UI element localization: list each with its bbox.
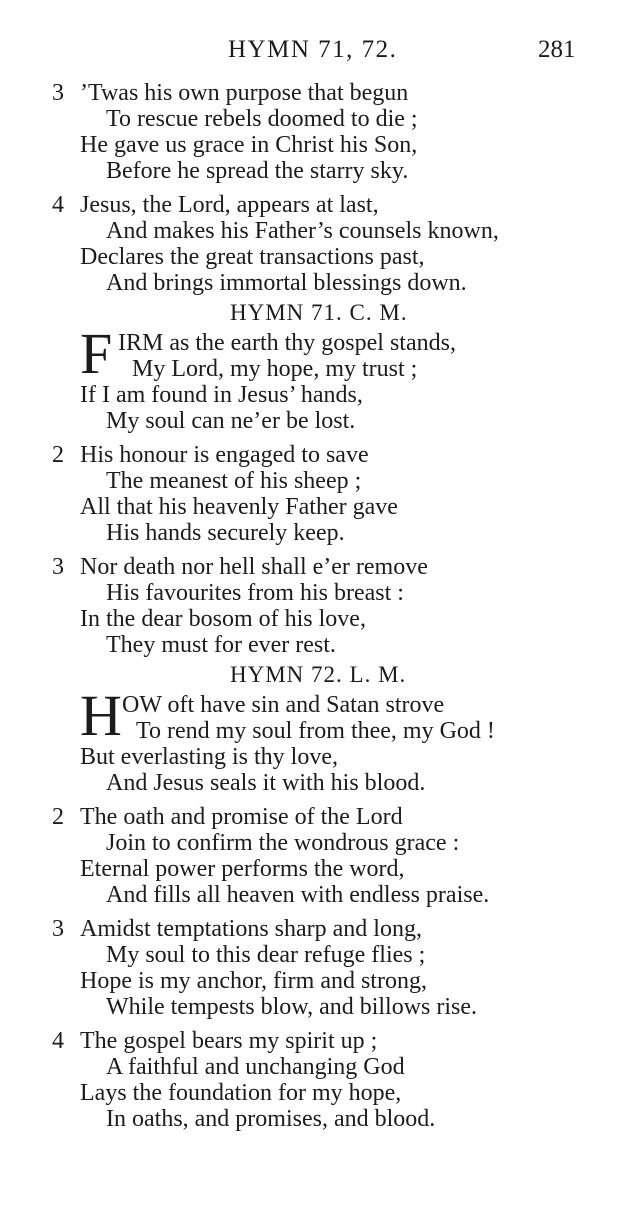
verse-line: While tempests blow, and billows rise. [106, 994, 478, 1020]
verse-line: My soul to this dear refuge flies ; [106, 942, 426, 968]
verse-line: Nor death nor hell shall e’er remove [80, 554, 428, 580]
verse-line: A faithful and unchanging God [106, 1054, 405, 1080]
verse-line: Lays the foundation for my hope, [80, 1080, 402, 1106]
verse-line: OW oft have sin and Satan strove [122, 692, 445, 718]
stanza-number: 3 [52, 554, 64, 580]
verse-line: Hope is my anchor, firm and strong, [80, 968, 427, 994]
verse-line: In oaths, and promises, and blood. [106, 1106, 436, 1132]
verse-line: And brings immortal blessings down. [106, 270, 467, 296]
hymn-72-heading: HYMN 72. L. M. [230, 662, 407, 687]
verse-line: In the dear bosom of his love, [80, 606, 366, 632]
verse-line: They must for ever rest. [106, 632, 336, 658]
verse-line: Amidst temptations sharp and long, [80, 916, 422, 942]
running-title: HYMN 71, 72. [228, 36, 398, 63]
stanza-number: 2 [52, 804, 64, 830]
verse-line: Before he spread the starry sky. [106, 158, 409, 184]
stanza-number: 3 [52, 916, 64, 942]
page-number: 281 [538, 36, 576, 63]
verse-line: Join to confirm the wondrous grace : [106, 830, 460, 856]
verse-line: And makes his Father’s counsels known, [106, 218, 499, 244]
verse-line: And Jesus seals it with his blood. [106, 770, 426, 796]
verse-line: The meanest of his sheep ; [106, 468, 362, 494]
verse-line: My Lord, my hope, my trust ; [132, 356, 418, 382]
verse-line: His hands securely keep. [106, 520, 345, 546]
verse-line: ’Twas his own purpose that begun [80, 80, 409, 106]
verse-line: The oath and promise of the Lord [80, 804, 403, 830]
verse-line: Eternal power performs the word, [80, 856, 405, 882]
verse-line: My soul can ne’er be lost. [106, 408, 356, 434]
verse-line: IRM as the earth thy gospel stands, [118, 330, 456, 356]
hymn-71-heading: HYMN 71. C. M. [230, 300, 408, 325]
verse-line: Declares the great transactions past, [80, 244, 425, 270]
stanza-number: 2 [52, 442, 64, 468]
running-head [0, 30, 640, 74]
verse-line: His favourites from his breast : [106, 580, 404, 606]
drop-cap: H [80, 683, 122, 748]
verse-line: And fills all heaven with endless praise. [106, 882, 490, 908]
verse-line: His honour is engaged to save [80, 442, 369, 468]
verse-line: The gospel bears my spirit up ; [80, 1028, 378, 1054]
verse-line: He gave us grace in Christ his Son, [80, 132, 418, 158]
stanza-number: 4 [52, 192, 64, 218]
verse-line: All that his heavenly Father gave [80, 494, 398, 520]
drop-cap: F [80, 321, 113, 386]
stanza-number: 4 [52, 1028, 64, 1054]
verse-line: Jesus, the Lord, appears at last, [80, 192, 379, 218]
verse-line: But everlasting is thy love, [80, 744, 338, 770]
verse-line: If I am found in Jesus’ hands, [80, 382, 363, 408]
verse-line: To rend my soul from thee, my God ! [136, 718, 495, 744]
stanza-number: 3 [52, 80, 64, 106]
verse-line: To rescue rebels doomed to die ; [106, 106, 418, 132]
